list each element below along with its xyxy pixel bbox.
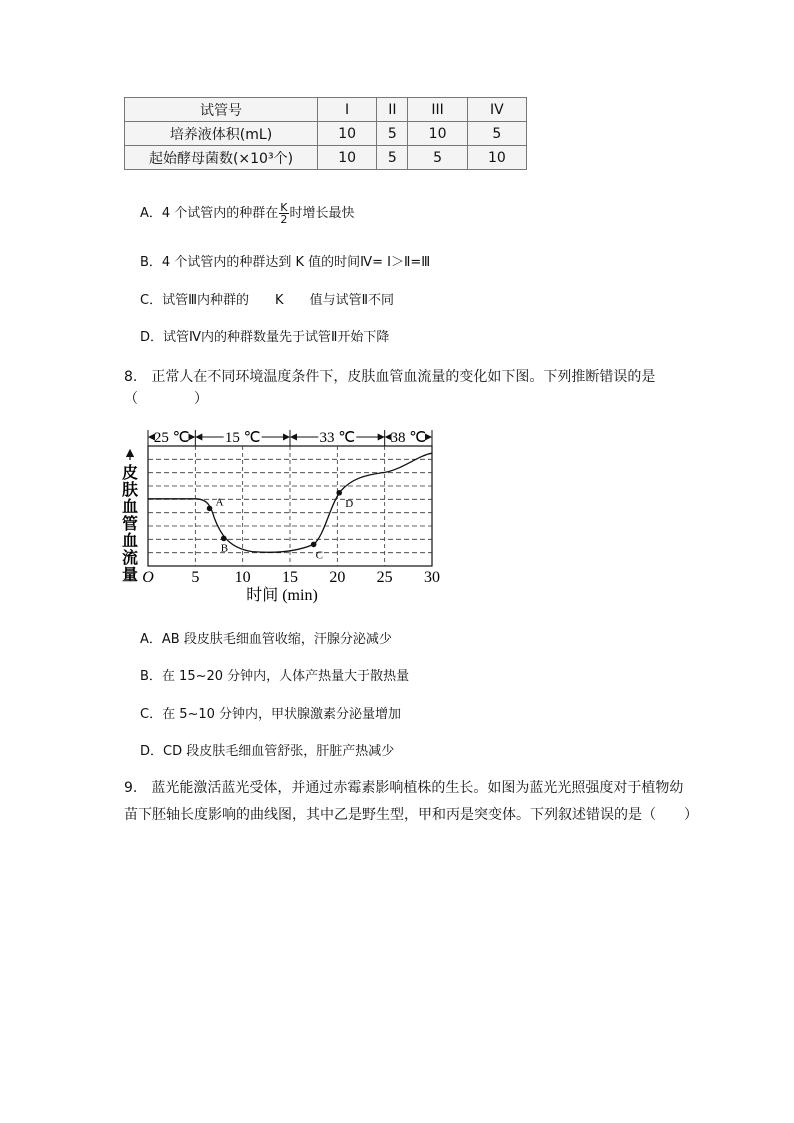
q7-option-a[interactable] [140, 202, 355, 225]
table-cell: 5 [377, 122, 408, 146]
blood-flow-chart [118, 420, 448, 605]
temperature-band-label: 33 ℃ [319, 430, 356, 446]
table-header-label: 试管号 [125, 98, 318, 122]
q8-option-d[interactable]: D．CD 段皮肤毛细血管舒张，肝脏产热减少 [140, 744, 395, 759]
q8-option-a[interactable]: A．AB 段皮肤毛细血管收缩，汗腺分泌减少 [140, 632, 392, 647]
temperature-band-label: 25 ℃ [153, 430, 190, 446]
x-tick-label: 25 [376, 569, 393, 586]
table-cell: 10 [408, 122, 467, 146]
y-axis-label-char: 皮 [121, 465, 139, 482]
q8-stem: 8. 正常人在不同环境温度条件下，皮肤血管血流量的变化如下图。下列推断错误的是 [124, 369, 656, 385]
q9-stem-line2: 苗下胚轴长度影响的曲线图，其中乙是野生型，甲和丙是突变体。下列叙述错误的是（ ） [124, 807, 698, 823]
fraction-denominator: 2 [280, 213, 288, 226]
point-a [207, 506, 213, 512]
table-row-label: 培养液体积(mL) [125, 122, 318, 146]
y-axis-label-char: 流 [121, 550, 139, 567]
table-header-cell: I [318, 98, 377, 122]
point-c [311, 542, 317, 548]
q7-option-a-suffix: 时增长最快 [289, 206, 355, 221]
q7-option-c[interactable]: C．试管Ⅲ内种群的 K 值与试管Ⅱ不同 [140, 293, 394, 308]
point-label: B [220, 542, 229, 555]
x-tick-label: O [142, 569, 154, 586]
q7-option-d[interactable]: D．试管Ⅳ内的种群数量先于试管Ⅱ开始下降 [140, 330, 390, 345]
point-d [336, 490, 342, 496]
table-header-cell: II [377, 98, 408, 122]
q8-answer-paren: （ ） [124, 391, 208, 407]
q9-stem-line1: 9. 蓝光能激活蓝光受体，并通过赤霉素影响植株的生长。如图为蓝光光照强度对于植物幼 [124, 780, 684, 796]
y-axis-label-char: 血 [121, 533, 139, 550]
table-cell: 5 [408, 146, 467, 170]
y-axis-label-char: 血 [121, 499, 139, 516]
culture-table [124, 97, 527, 170]
y-axis-label-char: 量 [121, 567, 139, 584]
table-cell: 10 [467, 146, 526, 170]
temperature-band-label: 15 ℃ [224, 430, 261, 446]
point-b [221, 536, 227, 542]
point-label: C [315, 549, 324, 562]
table-row [125, 122, 527, 146]
table-cell: 10 [318, 146, 377, 170]
y-axis-label-char: 管 [121, 516, 139, 533]
q8-option-b[interactable]: B．在 15~20 分钟内，人体产热量大于散热量 [140, 669, 410, 684]
point-label: D [345, 497, 354, 510]
q7-option-b[interactable]: B．4 个试管内的种群达到 K 值的时间Ⅳ= Ⅰ＞Ⅱ=Ⅲ [140, 255, 431, 270]
table-header-cell: IV [467, 98, 526, 122]
k-over-2-fraction [279, 202, 288, 225]
fraction-numerator: K [280, 201, 288, 214]
x-tick-label: 5 [191, 569, 200, 586]
x-tick-label: 20 [329, 569, 346, 586]
table-row [125, 146, 527, 170]
x-tick-label: 15 [282, 569, 298, 586]
point-label: A [215, 496, 224, 509]
table-cell: 5 [467, 122, 526, 146]
x-tick-label: 10 [234, 569, 251, 586]
table-header-row [125, 98, 527, 122]
table-cell: 10 [318, 122, 377, 146]
x-axis-label: 时间 (min) [246, 587, 318, 604]
table-header-cell: III [408, 98, 467, 122]
temperature-band-label: 38 ℃ [390, 430, 427, 446]
y-axis-label-char: 肤 [121, 482, 139, 499]
x-tick-label: 30 [424, 569, 440, 586]
table-cell: 5 [377, 146, 408, 170]
q8-option-c[interactable]: C．在 5~10 分钟内，甲状腺激素分泌量增加 [140, 707, 402, 722]
q7-option-a-prefix: A．4 个试管内的种群在 [140, 206, 279, 221]
table-row-label: 起始酵母菌数(×10³个) [125, 146, 318, 170]
